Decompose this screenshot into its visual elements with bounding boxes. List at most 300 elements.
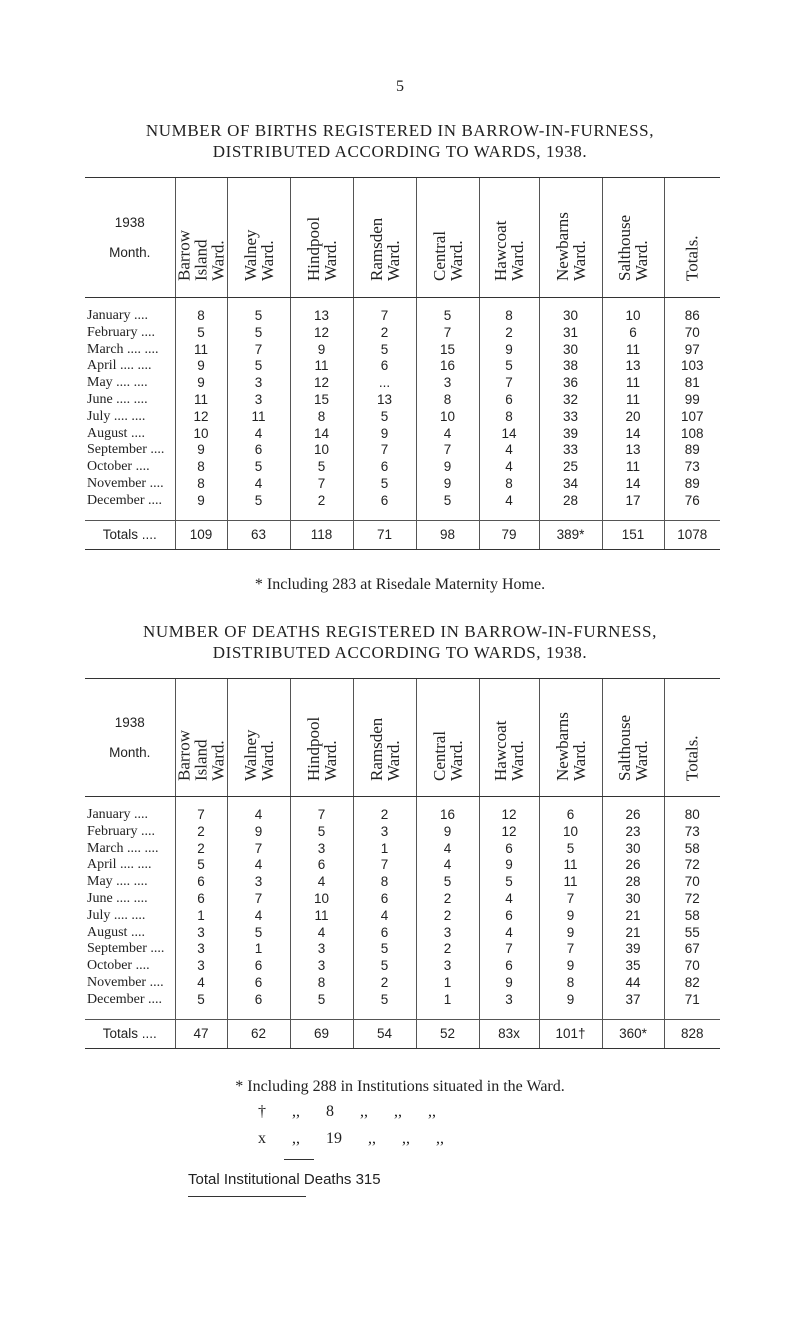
births-col-central: Central Ward. bbox=[429, 230, 466, 281]
value-cell: 70 bbox=[664, 958, 720, 975]
value-cell: 3 bbox=[290, 958, 353, 975]
value-cell: 4 bbox=[227, 807, 290, 824]
value-cell: 70 bbox=[664, 325, 720, 342]
value-cell: 44 bbox=[602, 975, 664, 992]
value-cell: 81 bbox=[664, 375, 720, 392]
month-cell: March .... .... bbox=[87, 840, 159, 856]
value-cell: 55 bbox=[664, 925, 720, 942]
deaths-footnote-1: † ,, 8 ,, ,, ,, bbox=[258, 1103, 436, 1120]
value-cell: 7 bbox=[539, 891, 602, 908]
value-cell: 4 bbox=[290, 925, 353, 942]
deaths-header-month bbox=[85, 679, 175, 797]
value-cell: 38 bbox=[539, 358, 602, 375]
value-cell: 97 bbox=[664, 342, 720, 359]
value-cell: 6 bbox=[175, 874, 227, 891]
month-cell: July .... .... bbox=[87, 408, 146, 424]
value-cell: 8 bbox=[175, 459, 227, 476]
value-cell: 11 bbox=[290, 908, 353, 925]
value-cell: 39 bbox=[602, 941, 664, 958]
deaths-header-month-label: Month. bbox=[109, 744, 151, 760]
value-cell: 4 bbox=[227, 476, 290, 493]
value-cell: 32 bbox=[539, 392, 602, 409]
month-cell: July .... .... bbox=[87, 907, 146, 923]
value-cell: 28 bbox=[602, 874, 664, 891]
value-cell: 6 bbox=[290, 857, 353, 874]
value-cell: 6 bbox=[353, 891, 416, 908]
value-cell: 4 bbox=[227, 857, 290, 874]
month-cell: February .... bbox=[87, 823, 156, 839]
value-cell: 6 bbox=[602, 325, 664, 342]
value-cell: 8 bbox=[175, 308, 227, 325]
value-cell: 11 bbox=[290, 358, 353, 375]
table-row bbox=[85, 392, 720, 409]
births-footnote: * Including 283 at Risedale Maternity Home. bbox=[254, 576, 546, 593]
totals-cell: 62 bbox=[227, 1019, 290, 1048]
value-cell: 6 bbox=[479, 841, 539, 858]
value-cell: 8 bbox=[479, 476, 539, 493]
month-cell: December .... bbox=[87, 492, 163, 508]
totals-cell: 83x bbox=[479, 1019, 539, 1048]
value-cell: 6 bbox=[227, 442, 290, 459]
month-cell: August .... bbox=[87, 425, 145, 441]
totals-row bbox=[85, 1019, 720, 1048]
value-cell: 5 bbox=[227, 308, 290, 325]
value-cell: 73 bbox=[664, 459, 720, 476]
value-cell: 11 bbox=[227, 409, 290, 426]
value-cell: 9 bbox=[227, 824, 290, 841]
value-cell: 6 bbox=[479, 392, 539, 409]
value-cell: ... bbox=[353, 375, 416, 392]
value-cell: 11 bbox=[539, 874, 602, 891]
deaths-col-hawcoat: Hawcoat Ward. bbox=[491, 720, 527, 781]
table-row bbox=[85, 975, 720, 992]
value-cell: 30 bbox=[602, 841, 664, 858]
value-cell: 73 bbox=[664, 824, 720, 841]
value-cell: 20 bbox=[602, 409, 664, 426]
value-cell: 7 bbox=[175, 807, 227, 824]
value-cell: 10 bbox=[290, 891, 353, 908]
value-cell: 2 bbox=[416, 941, 479, 958]
value-cell: 5 bbox=[479, 874, 539, 891]
page-number: 5 bbox=[396, 78, 404, 95]
value-cell: 5 bbox=[227, 325, 290, 342]
value-cell: 9 bbox=[479, 342, 539, 359]
deaths-col-salthouse: Salthouse Ward. bbox=[615, 714, 651, 781]
value-cell: 6 bbox=[539, 807, 602, 824]
value-cell: 3 bbox=[227, 375, 290, 392]
value-cell: 3 bbox=[227, 392, 290, 409]
value-cell: 6 bbox=[227, 992, 290, 1009]
value-cell: 4 bbox=[175, 975, 227, 992]
totals-label: Totals .... bbox=[85, 1019, 175, 1048]
table-row bbox=[85, 824, 720, 841]
totals-cell: 118 bbox=[290, 520, 353, 549]
value-cell: 6 bbox=[353, 459, 416, 476]
totals-cell: 79 bbox=[479, 520, 539, 549]
value-cell: 2 bbox=[416, 908, 479, 925]
value-cell: 7 bbox=[290, 807, 353, 824]
deaths-footnote-2: x ,, 19 ,, ,, ,, bbox=[258, 1130, 444, 1147]
table-row bbox=[85, 409, 720, 426]
deaths-col-central: Central Ward. bbox=[429, 730, 466, 781]
births-col-hawcoat: Hawcoat Ward. bbox=[491, 220, 527, 281]
value-cell: 9 bbox=[539, 958, 602, 975]
value-cell: 108 bbox=[664, 426, 720, 443]
deaths-col-ramsden: Ramsden Ward. bbox=[366, 717, 403, 781]
value-cell: 9 bbox=[479, 975, 539, 992]
deaths-footnote-0: * Including 288 in Institutions situated in the Ward. bbox=[235, 1078, 565, 1095]
value-cell: 6 bbox=[353, 925, 416, 942]
totals-cell: 98 bbox=[416, 520, 479, 549]
births-header-year: 1938 bbox=[114, 214, 145, 230]
value-cell: 5 bbox=[353, 476, 416, 493]
value-cell: 9 bbox=[175, 442, 227, 459]
value-cell: 14 bbox=[290, 426, 353, 443]
value-cell: 3 bbox=[227, 874, 290, 891]
value-cell: 5 bbox=[479, 358, 539, 375]
value-cell: 26 bbox=[602, 857, 664, 874]
table-row bbox=[85, 426, 720, 443]
totals-cell: 52 bbox=[416, 1019, 479, 1048]
value-cell: 6 bbox=[353, 493, 416, 510]
value-cell: 36 bbox=[539, 375, 602, 392]
deaths-header-year: 1938 bbox=[114, 714, 145, 730]
value-cell: 3 bbox=[479, 992, 539, 1009]
value-cell: 2 bbox=[353, 807, 416, 824]
value-cell: 8 bbox=[353, 874, 416, 891]
totals-cell: 389* bbox=[539, 520, 602, 549]
value-cell: 58 bbox=[664, 841, 720, 858]
value-cell: 3 bbox=[416, 925, 479, 942]
month-cell: March .... .... bbox=[87, 341, 159, 357]
table-row bbox=[85, 358, 720, 375]
value-cell: 5 bbox=[353, 992, 416, 1009]
month-cell: August .... bbox=[87, 924, 145, 940]
value-cell: 1 bbox=[416, 992, 479, 1009]
value-cell: 8 bbox=[479, 409, 539, 426]
value-cell: 10 bbox=[539, 824, 602, 841]
births-col-hindpool: Hindpool Ward. bbox=[303, 216, 340, 281]
totals-cell: 71 bbox=[353, 520, 416, 549]
month-cell: April .... .... bbox=[87, 358, 152, 374]
value-cell: 26 bbox=[602, 807, 664, 824]
value-cell: 30 bbox=[602, 891, 664, 908]
value-cell: 82 bbox=[664, 975, 720, 992]
month-cell: June .... .... bbox=[87, 890, 148, 906]
value-cell: 72 bbox=[664, 891, 720, 908]
births-title bbox=[0, 120, 800, 162]
value-cell: 7 bbox=[539, 941, 602, 958]
value-cell: 5 bbox=[227, 358, 290, 375]
value-cell: 14 bbox=[602, 426, 664, 443]
table-row bbox=[85, 476, 720, 493]
value-cell: 11 bbox=[602, 459, 664, 476]
deaths-title-line2: DISTRIBUTED ACCORDING TO WARDS, 1938. bbox=[212, 643, 588, 662]
value-cell: 12 bbox=[479, 807, 539, 824]
table-row bbox=[85, 891, 720, 908]
value-cell: 1 bbox=[416, 975, 479, 992]
value-cell: 11 bbox=[602, 392, 664, 409]
value-cell: 86 bbox=[664, 308, 720, 325]
table-row bbox=[85, 308, 720, 325]
value-cell: 3 bbox=[175, 958, 227, 975]
value-cell: 1 bbox=[353, 841, 416, 858]
value-cell: 9 bbox=[416, 459, 479, 476]
value-cell: 23 bbox=[602, 824, 664, 841]
value-cell: 4 bbox=[479, 442, 539, 459]
value-cell: 13 bbox=[353, 392, 416, 409]
value-cell: 3 bbox=[416, 375, 479, 392]
value-cell: 67 bbox=[664, 941, 720, 958]
value-cell: 4 bbox=[479, 459, 539, 476]
value-cell: 33 bbox=[539, 442, 602, 459]
table-row bbox=[85, 908, 720, 925]
value-cell: 6 bbox=[353, 358, 416, 375]
births-table bbox=[85, 177, 720, 550]
table-row bbox=[85, 375, 720, 392]
value-cell: 6 bbox=[175, 891, 227, 908]
value-cell: 14 bbox=[602, 476, 664, 493]
table-row bbox=[85, 941, 720, 958]
value-cell: 16 bbox=[416, 358, 479, 375]
value-cell: 2 bbox=[416, 891, 479, 908]
value-cell: 11 bbox=[175, 392, 227, 409]
table-row bbox=[85, 857, 720, 874]
totals-cell: 151 bbox=[602, 520, 664, 549]
value-cell: 9 bbox=[416, 476, 479, 493]
month-cell: September .... bbox=[87, 941, 165, 957]
table-row bbox=[85, 342, 720, 359]
value-cell: 7 bbox=[227, 841, 290, 858]
value-cell: 7 bbox=[353, 308, 416, 325]
value-cell: 30 bbox=[539, 342, 602, 359]
value-cell: 9 bbox=[175, 358, 227, 375]
month-cell: May .... .... bbox=[87, 874, 148, 890]
value-cell: 72 bbox=[664, 857, 720, 874]
totals-cell: 101† bbox=[539, 1019, 602, 1048]
value-cell: 31 bbox=[539, 325, 602, 342]
totals-row bbox=[85, 520, 720, 549]
value-cell: 5 bbox=[290, 992, 353, 1009]
value-cell: 5 bbox=[290, 459, 353, 476]
value-cell: 13 bbox=[290, 308, 353, 325]
value-cell: 21 bbox=[602, 908, 664, 925]
value-cell: 103 bbox=[664, 358, 720, 375]
value-cell: 4 bbox=[416, 857, 479, 874]
value-cell: 11 bbox=[175, 342, 227, 359]
births-col-ramsden: Ramsden Ward. bbox=[366, 217, 403, 281]
totals-cell: 63 bbox=[227, 520, 290, 549]
value-cell: 9 bbox=[539, 992, 602, 1009]
value-cell: 4 bbox=[479, 493, 539, 510]
value-cell: 17 bbox=[602, 493, 664, 510]
institutional-total: Total Institutional Deaths 315 bbox=[188, 1171, 381, 1188]
value-cell: 5 bbox=[353, 958, 416, 975]
value-cell: 6 bbox=[227, 958, 290, 975]
value-cell: 39 bbox=[539, 426, 602, 443]
totals-label: Totals .... bbox=[85, 520, 175, 549]
value-cell: 8 bbox=[290, 409, 353, 426]
value-cell: 35 bbox=[602, 958, 664, 975]
value-cell: 34 bbox=[539, 476, 602, 493]
deaths-title bbox=[0, 621, 800, 663]
value-cell: 5 bbox=[416, 874, 479, 891]
value-cell: 5 bbox=[353, 941, 416, 958]
value-cell: 9 bbox=[353, 426, 416, 443]
value-cell: 5 bbox=[416, 493, 479, 510]
totals-cell: 47 bbox=[175, 1019, 227, 1048]
value-cell: 5 bbox=[227, 925, 290, 942]
value-cell: 71 bbox=[664, 992, 720, 1009]
table-row bbox=[85, 841, 720, 858]
value-cell: 2 bbox=[175, 841, 227, 858]
value-cell: 13 bbox=[602, 358, 664, 375]
value-cell: 4 bbox=[479, 891, 539, 908]
value-cell: 5 bbox=[227, 459, 290, 476]
value-cell: 3 bbox=[353, 824, 416, 841]
value-cell: 25 bbox=[539, 459, 602, 476]
value-cell: 10 bbox=[416, 409, 479, 426]
totals-cell: 54 bbox=[353, 1019, 416, 1048]
bottom-rule bbox=[188, 1196, 306, 1197]
value-cell: 7 bbox=[227, 891, 290, 908]
births-title-line1: NUMBER OF BIRTHS REGISTERED IN BARROW-IN-FURNESS, bbox=[145, 121, 655, 140]
value-cell: 9 bbox=[290, 342, 353, 359]
value-cell: 5 bbox=[539, 841, 602, 858]
value-cell: 37 bbox=[602, 992, 664, 1009]
deaths-col-newbarns: Newbarns Ward. bbox=[552, 711, 589, 781]
value-cell: 7 bbox=[416, 325, 479, 342]
births-header-month bbox=[85, 178, 175, 298]
deaths-col-totals: Totals. bbox=[682, 734, 702, 781]
value-cell: 6 bbox=[227, 975, 290, 992]
month-cell: December .... bbox=[87, 991, 163, 1007]
value-cell: 5 bbox=[175, 992, 227, 1009]
value-cell: 5 bbox=[353, 409, 416, 426]
births-header-month-label: Month. bbox=[109, 244, 151, 260]
value-cell: 8 bbox=[175, 476, 227, 493]
value-cell: 2 bbox=[290, 493, 353, 510]
value-cell: 2 bbox=[175, 824, 227, 841]
value-cell: 9 bbox=[416, 824, 479, 841]
value-cell: 16 bbox=[416, 807, 479, 824]
value-cell: 4 bbox=[353, 908, 416, 925]
deaths-title-line1: NUMBER OF DEATHS REGISTERED IN BARROW-IN-FURNESS, bbox=[143, 622, 657, 641]
table-row bbox=[85, 874, 720, 891]
value-cell: 3 bbox=[290, 841, 353, 858]
value-cell: 10 bbox=[290, 442, 353, 459]
totals-cell: 69 bbox=[290, 1019, 353, 1048]
value-cell: 4 bbox=[479, 925, 539, 942]
value-cell: 12 bbox=[290, 325, 353, 342]
value-cell: 33 bbox=[539, 409, 602, 426]
births-col-barrow-island: Barrow Island Ward. bbox=[174, 229, 228, 281]
totals-cell: 1078 bbox=[664, 520, 720, 549]
births-col-newbarns: Newbarns Ward. bbox=[552, 211, 589, 281]
month-cell: November .... bbox=[87, 475, 164, 491]
value-cell: 76 bbox=[664, 493, 720, 510]
month-cell: June .... .... bbox=[87, 391, 148, 407]
value-cell: 15 bbox=[416, 342, 479, 359]
value-cell: 5 bbox=[353, 342, 416, 359]
deaths-col-barrow-island: Barrow Island Ward. bbox=[174, 729, 228, 781]
totals-cell: 109 bbox=[175, 520, 227, 549]
value-cell: 30 bbox=[539, 308, 602, 325]
month-cell: February .... bbox=[87, 324, 156, 340]
value-cell: 8 bbox=[479, 308, 539, 325]
table-row bbox=[85, 442, 720, 459]
value-cell: 3 bbox=[175, 941, 227, 958]
value-cell: 4 bbox=[227, 908, 290, 925]
value-cell: 7 bbox=[479, 941, 539, 958]
month-cell: November .... bbox=[87, 974, 164, 990]
value-cell: 7 bbox=[353, 857, 416, 874]
value-cell: 3 bbox=[290, 941, 353, 958]
month-cell: October .... bbox=[87, 459, 150, 475]
value-cell: 10 bbox=[175, 426, 227, 443]
table-row bbox=[85, 992, 720, 1009]
value-cell: 11 bbox=[539, 857, 602, 874]
deaths-col-hindpool: Hindpool Ward. bbox=[303, 716, 340, 781]
value-cell: 7 bbox=[416, 442, 479, 459]
value-cell: 12 bbox=[479, 824, 539, 841]
value-cell: 89 bbox=[664, 442, 720, 459]
month-cell: January .... bbox=[87, 807, 149, 822]
month-cell: October .... bbox=[87, 958, 150, 974]
value-cell: 5 bbox=[175, 857, 227, 874]
value-cell: 21 bbox=[602, 925, 664, 942]
value-cell: 2 bbox=[353, 325, 416, 342]
table-row bbox=[85, 459, 720, 476]
births-title-line2: DISTRIBUTED ACCORDING TO WARDS, 1938. bbox=[212, 142, 588, 161]
value-cell: 5 bbox=[175, 325, 227, 342]
value-cell: 15 bbox=[290, 392, 353, 409]
value-cell: 28 bbox=[539, 493, 602, 510]
value-cell: 8 bbox=[416, 392, 479, 409]
value-cell: 58 bbox=[664, 908, 720, 925]
month-cell: January .... bbox=[87, 308, 149, 323]
value-cell: 5 bbox=[416, 308, 479, 325]
table-row bbox=[85, 325, 720, 342]
value-cell: 2 bbox=[479, 325, 539, 342]
value-cell: 9 bbox=[479, 857, 539, 874]
table-row bbox=[85, 807, 720, 824]
value-cell: 8 bbox=[539, 975, 602, 992]
value-cell: 5 bbox=[227, 493, 290, 510]
value-cell: 10 bbox=[602, 308, 664, 325]
value-cell: 3 bbox=[175, 925, 227, 942]
totals-cell: 828 bbox=[664, 1019, 720, 1048]
month-cell: May .... .... bbox=[87, 375, 148, 391]
value-cell: 11 bbox=[602, 342, 664, 359]
value-cell: 9 bbox=[175, 375, 227, 392]
value-cell: 7 bbox=[479, 375, 539, 392]
value-cell: 12 bbox=[290, 375, 353, 392]
value-cell: 9 bbox=[539, 925, 602, 942]
table-row bbox=[85, 493, 720, 510]
value-cell: 107 bbox=[664, 409, 720, 426]
month-cell: September .... bbox=[87, 442, 165, 458]
births-col-salthouse: Salthouse Ward. bbox=[615, 214, 651, 281]
value-cell: 99 bbox=[664, 392, 720, 409]
value-cell: 7 bbox=[227, 342, 290, 359]
value-cell: 14 bbox=[479, 426, 539, 443]
value-cell: 12 bbox=[175, 409, 227, 426]
value-cell: 1 bbox=[175, 908, 227, 925]
value-cell: 2 bbox=[353, 975, 416, 992]
month-cell: April .... .... bbox=[87, 857, 152, 873]
deaths-table bbox=[85, 678, 720, 1049]
